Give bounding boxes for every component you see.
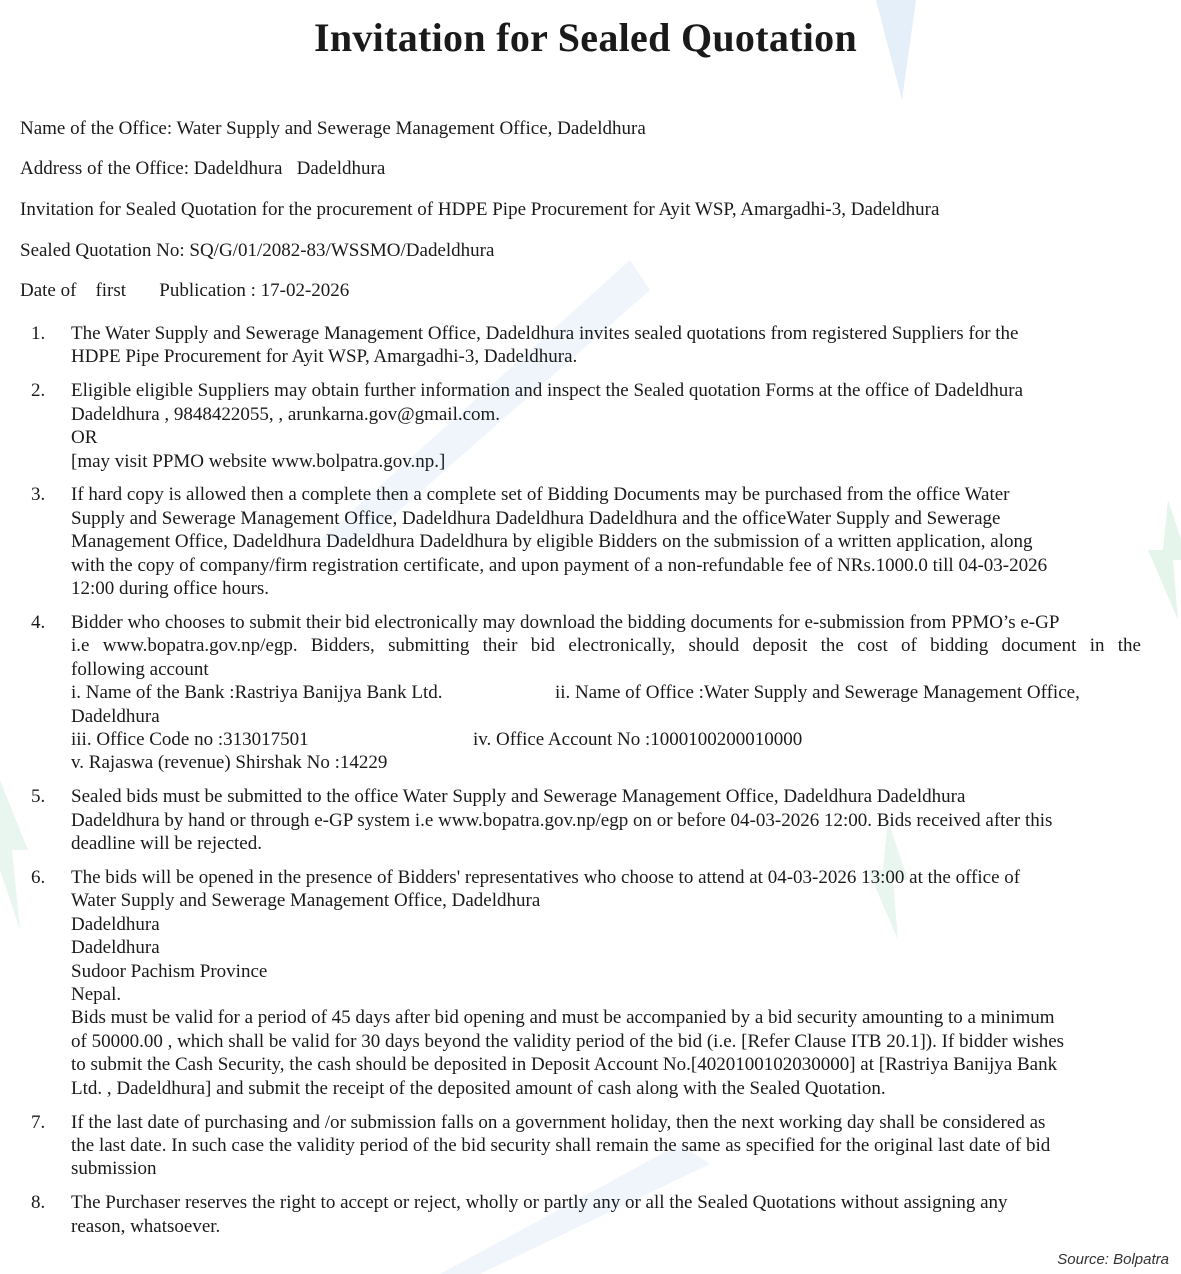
revenue-shirshak: v. Rajaswa (revenue) Shirshak No :14229	[71, 752, 388, 774]
bank-row-1	[71, 681, 1141, 704]
clause-line: If the last date of purchasing and /or submission falls on a government holiday, then the next working day shall be considered as	[71, 1111, 1046, 1133]
clause-line: Sealed bids must be submitted to the office Water Supply and Sewerage Management Office, Dadeldhura Dadeldhura	[71, 786, 966, 808]
clause-number: 6.	[31, 867, 46, 889]
page-title: Invitation for Sealed Quotation	[313, 15, 858, 60]
clause-line: the last date. In such case the validity period of the bid security shall remain the same as specified for the original last date of bid	[71, 1135, 1051, 1156]
clause-list	[0, 322, 1181, 1249]
clause-line: Nepal.	[71, 984, 122, 1006]
clause-line: Water Supply and Sewerage Management Office, Dadeldhura	[71, 890, 541, 912]
clause-line: i.e www.bopatra.gov.np/egp. Bidders, submitting their bid electronically, should deposit the cost of bidding document in the	[71, 635, 1141, 657]
clause-item	[0, 483, 1181, 600]
clause-line: Bidder who chooses to submit their bid electronically may download the bidding documents for e-submission from PPMO’s e-GP	[71, 611, 1060, 633]
invitation-line: Invitation for Sealed Quotation for the procurement of HDPE Pipe Procurement for Ayit WSP, Amargadhi-3, Dadeldhura	[20, 199, 940, 220]
clause-item	[0, 322, 1181, 369]
clause-number: 8.	[31, 1192, 46, 1214]
clause-number: 1.	[31, 323, 46, 344]
clause-number: 2.	[31, 380, 46, 402]
clause-line: Bids must be valid for a period of 45 days after bid opening and must be accompanied by a bid security amounting to a minimum	[71, 1007, 1055, 1029]
clause-number: 4.	[31, 611, 46, 633]
office-account-number: iv. Office Account No :1000100200010000	[473, 729, 803, 750]
office-name-field: ii. Name of Office :Water Supply and Sewerage Management Office,	[555, 682, 1080, 704]
clause-line: OR	[71, 427, 98, 449]
clause-line: submission	[71, 1158, 157, 1180]
clause-line: following account	[71, 658, 209, 680]
clause-line: reason, whatsoever.	[71, 1215, 221, 1237]
clause-number: 7.	[31, 1111, 46, 1133]
bank-row-2	[71, 728, 1141, 751]
bank-name: i. Name of the Bank :Rastriya Banijya Bank Ltd.	[71, 682, 443, 704]
source-credit: Source: Bolpatra	[1057, 1251, 1169, 1268]
clause-line: Dadeldhura	[71, 913, 160, 935]
clause-item	[0, 785, 1181, 855]
clause-line: of 50000.00 , which shall be valid for 30 days beyond the validity period of the bid (i.e. [Refer Clause ITB 20.1]). If bidder wishes	[71, 1030, 1065, 1052]
office-name: Name of the Office: Water Supply and Sewerage Management Office, Dadeldhura	[20, 118, 646, 139]
clause-line: Sudoor Pachism Province	[71, 960, 268, 982]
clause-line: to submit the Cash Security, the cash should be deposited in Deposit Account No.[4020100102030000] at [Rastriya Banijya Bank	[71, 1054, 1058, 1076]
clause-line: Dadeldhura by hand or through e-GP system i.e www.bopatra.gov.np/egp on or before 04-03-2026 12:00. Bids received after this	[71, 809, 1053, 831]
office-name-continued: Dadeldhura	[71, 705, 160, 727]
clause-item	[0, 866, 1181, 1100]
clause-line: The Purchaser reserves the right to accept or reject, wholly or partly any or all the Sealed Quotations without assigning any	[71, 1192, 1008, 1214]
publication-date: Date of first Publication : 17-02-2026	[20, 280, 350, 301]
clause-line: Dadeldhura	[71, 937, 160, 959]
clause-number: 5.	[31, 786, 46, 808]
clause-line: Ltd. , Dadeldhura] and submit the receipt of the deposited amount of cash along with the Sealed Quotation.	[71, 1077, 886, 1099]
clause-item	[0, 379, 1181, 473]
office-address: Address of the Office: Dadeldhura Dadeldhura	[20, 158, 386, 179]
clause-line: Dadeldhura , 9848422055, , arunkarna.gov@gmail.com.	[71, 403, 501, 425]
clause-item	[0, 611, 1181, 775]
quotation-number: Sealed Quotation No: SQ/G/01/2082-83/WSSMO/Dadeldhura	[20, 240, 495, 261]
clause-line: deadline will be rejected.	[71, 833, 262, 855]
office-code: iii. Office Code no :313017501	[71, 729, 309, 750]
clause-line: [may visit PPMO website www.bolpatra.gov.np.]	[71, 450, 446, 472]
clause-line: Supply and Sewerage Management Office, Dadeldhura Dadeldhura Dadeldhura and the officeWater Supply and Sewerage	[71, 507, 1001, 529]
clause-line: with the copy of company/firm registration certificate, and upon payment of a non-refundable fee of NRs.1000.0 till 04-03-2026	[71, 554, 1048, 576]
clause-item	[0, 1111, 1181, 1181]
clause-line: HDPE Pipe Procurement for Ayit WSP, Amargadhi-3, Dadeldhura.	[71, 346, 578, 368]
clause-number: 3.	[31, 484, 46, 506]
clause-line: 12:00 during office hours.	[71, 578, 270, 600]
clause-line: If hard copy is allowed then a complete then a complete set of Bidding Documents may be purchased from the office Water	[71, 484, 1010, 506]
clause-line: The Water Supply and Sewerage Management Office, Dadeldhura invites sealed quotations from registered Suppliers for the	[71, 323, 1019, 344]
clause-line: Management Office, Dadeldhura Dadeldhura Dadeldhura by eligible Bidders on the submission of a written application, along	[71, 531, 1033, 553]
clause-line: The bids will be opened in the presence of Bidders' representatives who choose to attend at 04-03-2026 13:00 at the office of	[71, 867, 1021, 889]
clause-line: Eligible eligible Suppliers may obtain further information and inspect the Sealed quotation Forms at the office of Dadeldhura	[71, 380, 1024, 402]
clause-item	[0, 1191, 1181, 1238]
